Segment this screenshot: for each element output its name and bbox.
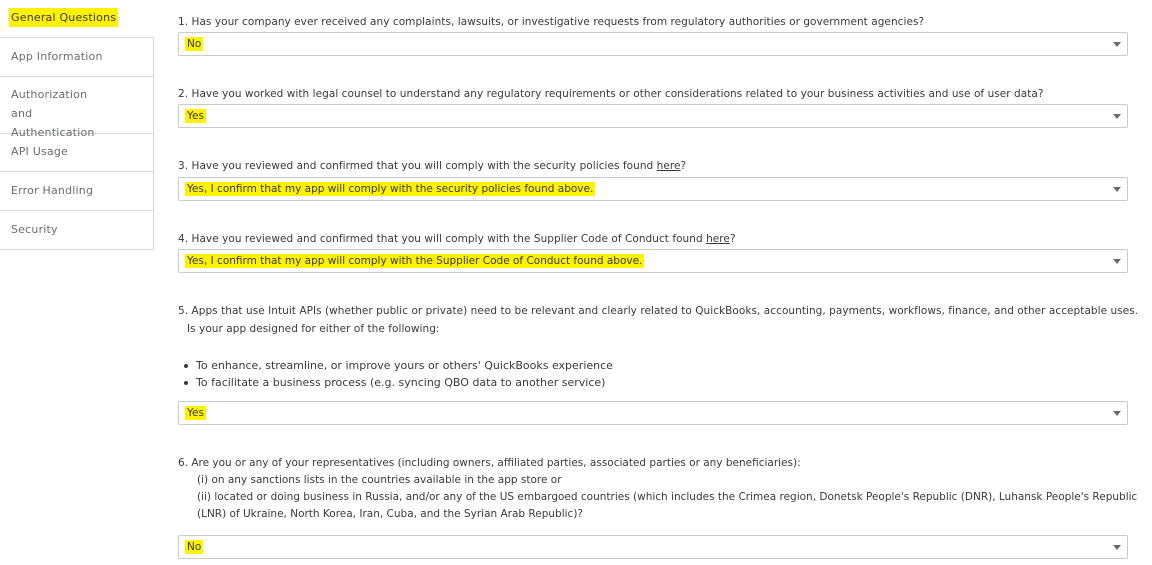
question-1-selected-value: No — [187, 38, 202, 50]
sidebar-item-label: Error Handling — [11, 184, 94, 197]
question-5-select[interactable] — [178, 401, 1128, 425]
sidebar-item-label: Authorization and Authentication — [11, 88, 95, 139]
question-4-selected-value: Yes, I confirm that my app will comply with the Supplier Code of Conduct found above. — [187, 255, 643, 267]
question-6-sub-1: (i) on any sanctions lists in the countries available in the app store or — [197, 474, 562, 486]
question-1-text: 1. Has your company ever received any complaints, lawsuits, or investigative requests from regulatory authorities or government agencies? — [178, 16, 925, 28]
question-6-selected-value: No — [187, 541, 202, 553]
question-6-sub-2: (ii) located or doing business in Russia, and/or any of the US embargoed countries (which includes the Crimea region, Donetsk People's Republic (DNR), Luhansk People's Republic — [197, 491, 1138, 503]
question-3-select[interactable] — [178, 177, 1128, 201]
question-1-select[interactable] — [178, 32, 1128, 56]
question-5-selected-value: Yes — [187, 407, 204, 419]
list-item: To enhance, streamline, or improve yours or others' QuickBooks experience — [182, 357, 613, 374]
question-4-text — [178, 231, 736, 248]
chevron-down-icon — [1113, 411, 1121, 416]
sidebar-item-error-handling[interactable] — [0, 172, 154, 211]
question-5-bullets — [182, 357, 613, 391]
question-3-text — [178, 158, 686, 175]
sidebar-item-app-information[interactable] — [0, 38, 154, 77]
question-4-prompt: 4. Have you reviewed and confirmed that you will comply with the Supplier Code of Conduct found — [178, 233, 707, 245]
question-6-text — [178, 455, 1137, 523]
sidebar-item-security[interactable] — [0, 211, 154, 250]
sidebar-item-label: App Information — [11, 50, 103, 63]
question-3-selected-value: Yes, I confirm that my app will comply with the security policies found above. — [187, 183, 594, 195]
chevron-down-icon — [1113, 114, 1121, 119]
chevron-down-icon — [1113, 259, 1121, 264]
question-4-suffix: ? — [729, 233, 736, 245]
chevron-down-icon — [1113, 545, 1121, 550]
sidebar-item-api-usage[interactable] — [0, 134, 154, 172]
question-4-select[interactable] — [178, 249, 1128, 273]
question-5-line-2: Is your app designed for either of the following: — [187, 323, 440, 335]
question-2-text: 2. Have you worked with legal counsel to understand any regulatory requirements or other considerations related to your business activities and use of user data? — [178, 88, 1044, 100]
question-3-suffix: ? — [680, 160, 687, 172]
question-2-select[interactable] — [178, 104, 1128, 128]
question-5-line-1: 5. Apps that use Intuit APIs (whether public or private) need to be relevant and clearly related to QuickBooks, accounting, payments, workflows, finance, and other acceptable uses. — [178, 305, 1139, 317]
chevron-down-icon — [1113, 187, 1121, 192]
list-item: To facilitate a business process (e.g. syncing QBO data to another service) — [182, 374, 613, 391]
security-policies-link[interactable]: here — [656, 160, 681, 172]
question-3-prompt: 3. Have you reviewed and confirmed that you will comply with the security policies found — [178, 160, 657, 172]
sidebar-item-general-questions[interactable] — [0, 0, 154, 38]
supplier-code-link[interactable]: here — [706, 233, 730, 245]
question-6-sub-3: (LNR) of Ukraine, North Korea, Iran, Cuba, and the Syrian Arab Republic)? — [197, 508, 583, 520]
chevron-down-icon — [1113, 42, 1121, 47]
sidebar-item-label: Security — [11, 223, 58, 236]
question-6-select[interactable] — [178, 535, 1128, 559]
question-2-selected-value: Yes — [187, 110, 204, 122]
sidebar-item-label: API Usage — [11, 145, 68, 158]
question-6-line-1: 6. Are you or any of your representatives (including owners, affiliated parties, associated parties or any beneficiaries): — [178, 457, 801, 469]
sidebar-item-authorization[interactable] — [0, 77, 154, 139]
question-5-text — [178, 303, 1138, 338]
sidebar-item-label: General Questions — [9, 8, 118, 27]
